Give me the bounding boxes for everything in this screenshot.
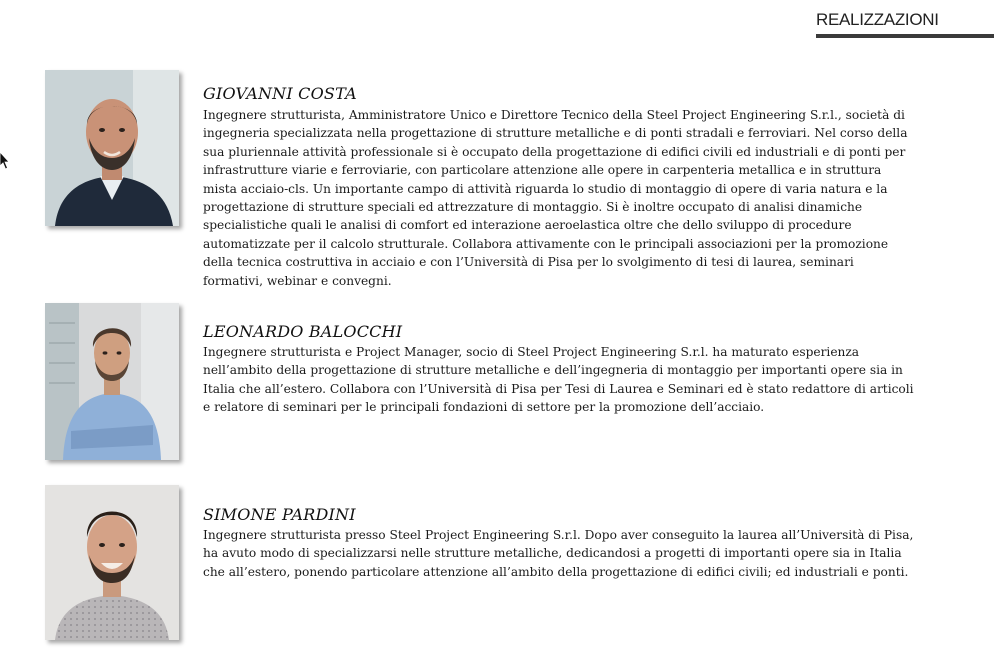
portrait-photo xyxy=(45,303,179,460)
person-name: SIMONE PARDINI xyxy=(203,505,356,524)
person-bio: Ingegnere strutturista presso Steel Project Engineering S.r.l. Dopo aver conseguito la laurea all’Università di Pisa, ha avuto modo di specializzarsi nelle strutture metalliche, dedicandosi a progetti di importanti opere sia in Italia che all’estero, ponendo particolare attenzione all’ambito della progettazione di edifici civili; ed industriali e ponti. xyxy=(203,528,914,579)
person-name: LEONARDO BALOCCHI xyxy=(203,322,403,341)
person-name: GIOVANNI COSTA xyxy=(203,84,357,103)
person-bio: Ingegnere strutturista, Amministratore Unico e Direttore Tecnico della Steel Project Engineering S.r.l., società di ingegneria specializzata nella progettazione di strutture metalliche e di ponti stradali e ferroviari. Nel corso della sua pluriennale attività professionale si è occupato della progettazione di edifici civili ed industriali e di ponti per infrastrutture viarie e ferroviarie, con particolare attenzione alle opere in carpenteria metallica e in struttura mista acciaio-cls. Un importante campo di attività riguarda lo studio di montaggio di opere di varia natura e la progettazione di strutture speciali ed attrezzature di montaggio. Si è inoltre occupato di analisi dinamiche specialistiche quali le analisi di comfort ed interazione aeroelastica oltre che dello sviluppo di procedure automatizzate per il calcolo strutturale. Collabora attivamente con le principali associazioni per la promozione della tecnica costruttiva in acciaio e con l’Università di Pisa per lo svolgimento di tesi di laurea, seminari formativi, webinar e convegni. xyxy=(203,108,908,288)
portrait-photo xyxy=(45,485,179,640)
section-header xyxy=(816,8,994,38)
section-title: REALIZZAZIONI xyxy=(816,10,939,29)
section-rule xyxy=(816,34,994,38)
person-bio: Ingegnere strutturista e Project Manager, socio di Steel Project Engineering S.r.l. ha maturato esperienza nell’ambito della progettazione di strutture metalliche e dell’ingegneria di montaggio per importanti opere sia in Italia che all’estero. Collabora con l’Università di Pisa per Tesi di Laurea e Seminari ed è stato redattore di articoli e relatore di seminari per le principali fondazioni di settore per la promozione dell’acciaio. xyxy=(203,345,914,415)
portrait-photo xyxy=(45,70,179,226)
mouse-cursor-icon xyxy=(0,152,10,170)
